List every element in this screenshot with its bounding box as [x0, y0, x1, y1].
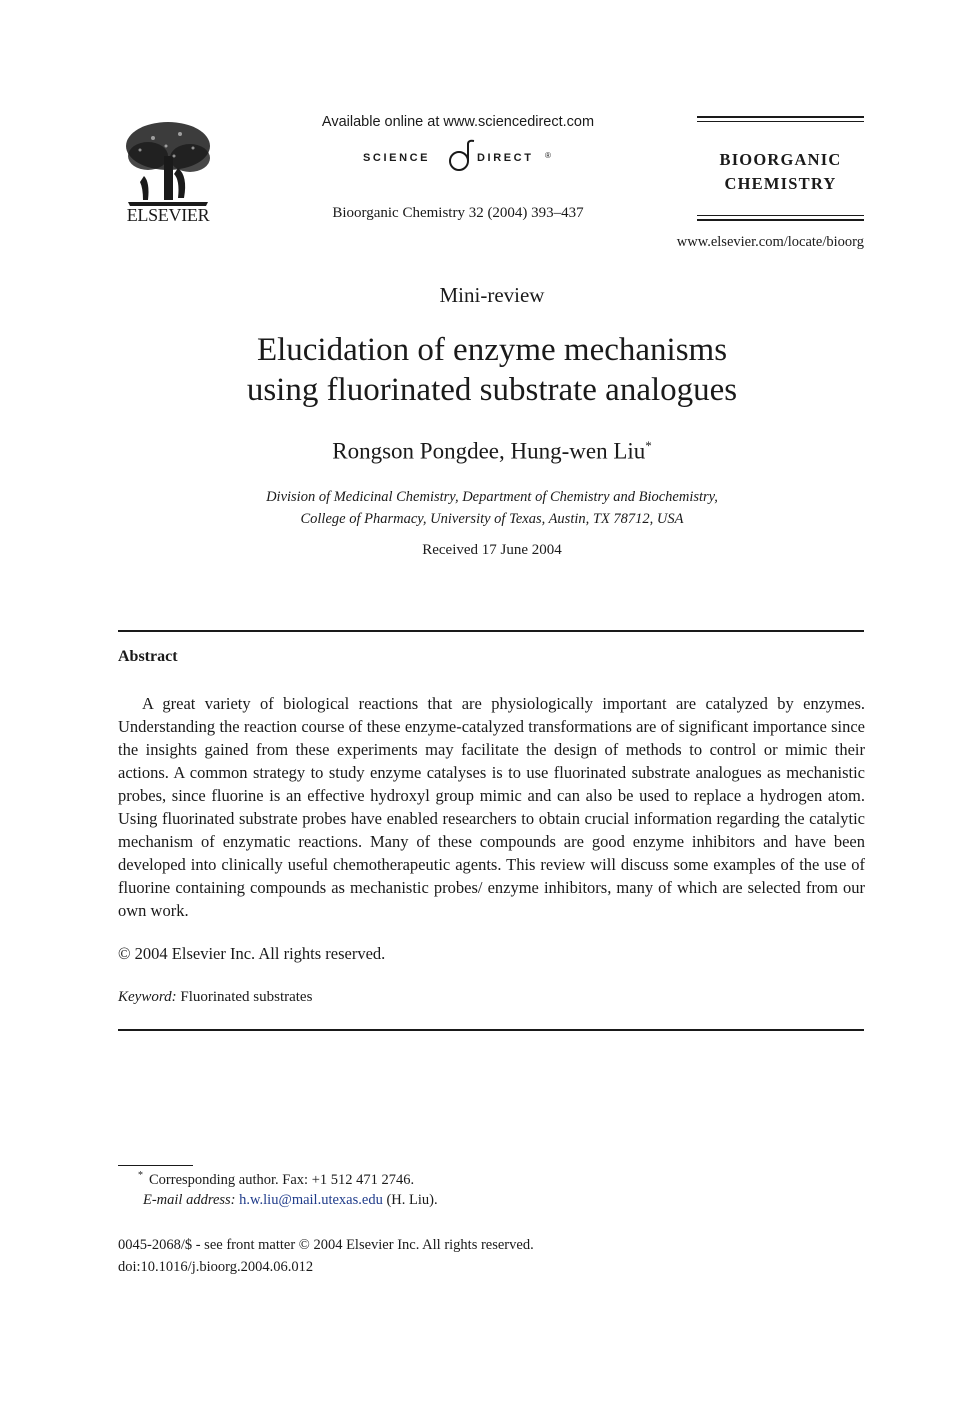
journal-url-link[interactable]: www.elsevier.com/locate/bioorg: [676, 234, 864, 250]
article-title: [0, 330, 976, 410]
affiliation-line1: Division of Medicinal Chemistry, Department of Chemistry and Biochemistry,: [266, 489, 718, 505]
abstract-body: A great variety of biological reactions that are physiologically important are catalyzed by enzymes. Understanding the reaction course of these enzyme-catalyzed transformations are of significant importance since the insights gained from these experiments may facilitate the design of methods to control or mimic their actions. A common strategy to study enzyme catalyses is to use fluorinated substrate analogues as mechanistic probes, since fluorine is an effective hydroxyl group mimic and can also be used to replace a hydrogen atom. Using fluorinated substrate probes have enabled researchers to obtain crucial information regarding the catalytic mechanism of enzymatic reactions. Many of these compounds are good enzyme inhibitors and have been developed into clinically useful chemotherapeutic agents. This review will discuss some examples of the use of fluorine containing compounds as mechanistic probes/ enzyme inhibitors, many of which are selected from our own work.: [118, 694, 865, 920]
affiliation-line2: College of Pharmacy, University of Texas, Austin, TX 78712, USA: [300, 510, 684, 527]
email-label: E-mail address:: [143, 1192, 236, 1208]
doi-line[interactable]: doi:10.1016/j.bioorg.2004.06.012: [118, 1259, 314, 1275]
publisher-name: ELSEVIER: [126, 205, 210, 225]
author-list: [0, 438, 976, 465]
authors-text: Rongson Pongdee, Hung-wen Liu: [332, 438, 646, 464]
footnote-marker: *: [138, 1170, 143, 1181]
journal-citation: Bioorganic Chemistry 32 (2004) 393–437: [332, 205, 584, 221]
journal-box-bottom-rule-2: [697, 219, 864, 221]
sd-logo-right: DIRECT: [477, 152, 534, 164]
title-line2: using fluorinated substrate analogues: [246, 372, 738, 408]
corresponding-author-footnote: [138, 1170, 414, 1189]
abstract-copyright: © 2004 Elsevier Inc. All rights reserved.: [118, 944, 386, 963]
journal-box-top-rule-1: [697, 116, 864, 118]
abstract-top-rule: [118, 630, 864, 632]
affiliation: [0, 487, 976, 530]
journal-box-top-rule-2: [697, 121, 864, 122]
corresponding-text: Corresponding author. Fax: +1 512 471 2746.: [149, 1171, 415, 1188]
article-type: Mini-review: [439, 283, 545, 307]
sd-d-icon: [450, 141, 474, 170]
journal-title-line2: CHEMISTRY: [724, 174, 837, 193]
keyword-value: Fluorinated substrates: [180, 989, 313, 1005]
title-line1: Elucidation of enzyme mechanisms: [256, 332, 728, 368]
journal-title-line1: BIOORGANIC: [719, 150, 842, 169]
abstract-bottom-rule: [118, 1029, 864, 1031]
email-link[interactable]: h.w.liu@mail.utexas.edu: [239, 1192, 383, 1208]
received-date: Received 17 June 2004: [422, 542, 562, 558]
keyword-label: Keyword:: [118, 989, 177, 1005]
keywords: [118, 989, 312, 1006]
journal-title: [697, 148, 864, 196]
abstract-heading: Abstract: [118, 648, 178, 665]
sd-logo-registered: ®: [545, 151, 551, 160]
sd-logo-left: SCIENCE: [363, 152, 431, 164]
issn-line: 0045-2068/$ - see front matter © 2004 Elsevier Inc. All rights reserved.: [118, 1237, 534, 1253]
sciencedirect-logo: [355, 138, 565, 178]
email-footnote: [143, 1192, 438, 1209]
available-online-text: Available online at www.sciencedirect.com: [321, 114, 595, 130]
journal-box-bottom-rule-1: [697, 215, 864, 216]
email-suffix: (H. Liu).: [386, 1192, 438, 1208]
footnote-rule: [118, 1165, 193, 1166]
author-footnote-marker[interactable]: *: [645, 438, 652, 453]
